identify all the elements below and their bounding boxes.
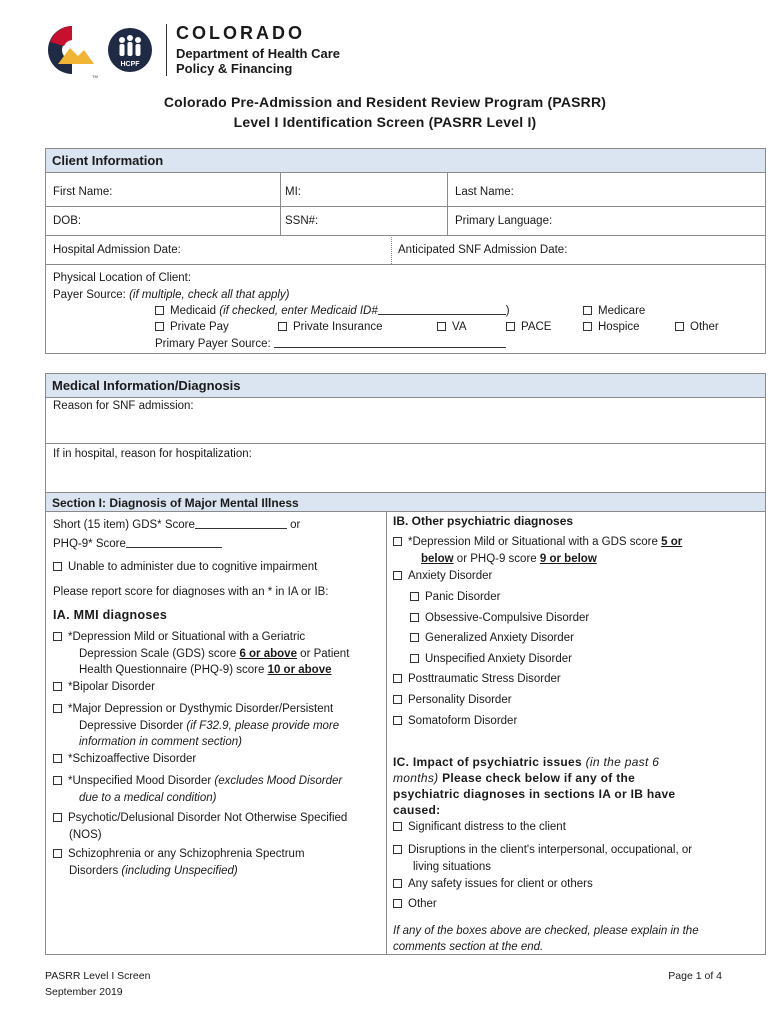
ia-schizophrenia-checkbox[interactable]: Schizophrenia or any Schizophrenia Spectrum Disorders (including Unspecified) (53, 846, 305, 879)
ib-generalized-anxiety-checkbox[interactable]: Generalized Anxiety Disorder (410, 632, 574, 644)
ib-anxiety-checkbox[interactable]: Anxiety Disorder (393, 570, 492, 582)
checkbox-icon (53, 562, 62, 571)
form-title-line-2: Level I Identification Screen (PASRR Level I) (233, 114, 537, 130)
ia-bipolar-checkbox[interactable]: *Bipolar Disorder (53, 681, 155, 693)
checkbox-icon (393, 822, 402, 831)
reason-snf-label[interactable]: Reason for SNF admission: (53, 400, 194, 412)
reason-hospital-label[interactable]: If in hospital, reason for hospitalization: (53, 448, 252, 460)
private-pay-checkbox[interactable]: Private Pay (155, 321, 229, 333)
footer-page-number: Page 1 of 4 (668, 970, 722, 982)
org-department (176, 46, 340, 76)
medical-info-heading: Medical Information/Diagnosis (45, 373, 766, 398)
checkbox-icon (410, 654, 419, 663)
pace-checkbox[interactable]: PACE (506, 321, 551, 333)
first-name-label[interactable]: First Name: (53, 186, 113, 198)
private-insurance-checkbox[interactable]: Private Insurance (278, 321, 383, 333)
header-divider (166, 24, 167, 76)
ia-psychotic-checkbox[interactable]: Psychotic/Delusional Disorder Not Otherwise Specified (NOS) (53, 810, 347, 843)
checkbox-icon (675, 322, 684, 331)
gds-score: Short (15 item) GDS* Score or (53, 519, 301, 531)
checkbox-icon (393, 695, 402, 704)
gds-score-field[interactable] (195, 528, 287, 529)
ic-explain-note: If any of the boxes above are checked, please explain in the comments section at the end. (393, 925, 699, 953)
checkbox-icon (410, 633, 419, 642)
ib-ocd-checkbox[interactable]: Obsessive-Compulsive Disorder (410, 612, 589, 624)
ic-other-checkbox[interactable]: Other (393, 898, 437, 910)
section-1-heading: Section I: Diagnosis of Major Mental Illness (45, 492, 766, 512)
checkbox-icon (53, 776, 62, 785)
ib-depression-checkbox[interactable]: *Depression Mild or Situational with a GDS score 5 or below or PHQ-9 score 9 or below (393, 534, 682, 567)
dept-line-2: Policy & Financing (176, 61, 293, 76)
checkbox-icon (410, 613, 419, 622)
dob-label[interactable]: DOB: (53, 215, 82, 227)
snf-admission-date-label[interactable]: Anticipated SNF Admission Date: (398, 244, 568, 256)
ib-ptsd-checkbox[interactable]: Posttraumatic Stress Disorder (393, 673, 561, 685)
ia-depression-checkbox[interactable]: *Depression Mild or Situational with a Geriatric Depression Scale (GDS) score 6 or above or Patient Health Questionnaire (PHQ-9) score 10 or above (53, 629, 349, 679)
primary-language-label[interactable]: Primary Language: (455, 215, 553, 227)
ic-heading: IC. Impact of psychiatric issues (in the past 6 months) Please check below if any of the psychiatric diagnoses in sections IA or IB have caused: (393, 755, 676, 817)
form-title-line-1: Colorado Pre-Admission and Resident Review Program (PASRR) (163, 94, 607, 110)
client-info-heading: Client Information (45, 148, 766, 173)
ia-schizoaffective-checkbox[interactable]: *Schizoaffective Disorder (53, 753, 196, 765)
logo-text: HCPF (120, 61, 140, 68)
hospice-checkbox[interactable]: Hospice (583, 321, 640, 333)
ic-distress-checkbox[interactable]: Significant distress to the client (393, 821, 566, 833)
medicaid-id-field[interactable] (378, 314, 506, 315)
medicare-checkbox[interactable]: Medicare (583, 305, 645, 317)
checkbox-icon (53, 849, 62, 858)
checkbox-icon (155, 322, 164, 331)
ib-unspecified-anxiety-checkbox[interactable]: Unspecified Anxiety Disorder (410, 653, 572, 665)
ia-major-depression-checkbox[interactable]: *Major Depression or Dysthymic Disorder/Persistent Depressive Disorder (if F32.9, please provide more information in comment section) (53, 701, 339, 751)
checkbox-icon (53, 754, 62, 763)
ic-disruptions-checkbox[interactable]: Disruptions in the client's interpersonal, occupational, or living situations (393, 842, 692, 875)
checkbox-icon (583, 306, 592, 315)
unable-checkbox[interactable]: Unable to administer due to cognitive impairment (53, 561, 317, 573)
checkbox-icon (393, 716, 402, 725)
checkbox-icon (506, 322, 515, 331)
va-checkbox[interactable]: VA (437, 321, 467, 333)
ic-safety-checkbox[interactable]: Any safety issues for client or others (393, 878, 593, 890)
primary-payer-source: Primary Payer Source: (155, 338, 506, 350)
mi-label[interactable]: MI: (285, 186, 301, 198)
checkbox-icon (393, 879, 402, 888)
medicaid-checkbox[interactable]: Medicaid (if checked, enter Medicaid ID# ) (155, 305, 510, 317)
checkbox-icon (393, 571, 402, 580)
checkbox-icon (393, 899, 402, 908)
hcpf-logo (44, 20, 164, 80)
last-name-label[interactable]: Last Name: (455, 186, 514, 198)
checkbox-icon (583, 322, 592, 331)
checkbox-icon (53, 682, 62, 691)
ia-heading: IA. MMI diagnoses (53, 608, 168, 622)
checkbox-icon (393, 845, 402, 854)
ib-heading: IB. Other psychiatric diagnoses (393, 514, 574, 528)
checkbox-icon (278, 322, 287, 331)
logo-trademark: TM (92, 74, 98, 79)
checkbox-icon (53, 813, 62, 822)
checkbox-icon (410, 592, 419, 601)
ia-unspecified-mood-checkbox[interactable]: *Unspecified Mood Disorder (excludes Mood Disorder due to a medical condition) (53, 773, 342, 806)
ib-somatoform-checkbox[interactable]: Somatoform Disorder (393, 715, 517, 727)
ib-panic-checkbox[interactable]: Panic Disorder (410, 591, 500, 603)
checkbox-icon (53, 632, 62, 641)
dept-line-1: Department of Health Care (176, 46, 340, 61)
payer-source-label: Payer Source: (if multiple, check all that apply) (53, 289, 290, 301)
checkbox-icon (53, 704, 62, 713)
phq-score-field[interactable] (126, 547, 222, 548)
hospital-admission-date-label[interactable]: Hospital Admission Date: (53, 244, 181, 256)
phq-score: PHQ-9* Score (53, 538, 222, 550)
footer-doc-name: PASRR Level I Screen (45, 970, 151, 982)
checkbox-icon (393, 537, 402, 546)
checkbox-icon (437, 322, 446, 331)
org-state: COLORADO (176, 23, 305, 43)
physical-location-label[interactable]: Physical Location of Client: (53, 272, 192, 284)
primary-payer-field[interactable] (274, 347, 506, 348)
ssn-label[interactable]: SSN#: (285, 215, 319, 227)
checkbox-icon (393, 674, 402, 683)
ib-personality-checkbox[interactable]: Personality Disorder (393, 694, 512, 706)
other-payer-checkbox[interactable]: Other (675, 321, 719, 333)
checkbox-icon (155, 306, 164, 315)
report-instruction: Please report score for diagnoses with an * in IA or IB: (53, 586, 329, 598)
footer-date: September 2019 (45, 986, 123, 998)
